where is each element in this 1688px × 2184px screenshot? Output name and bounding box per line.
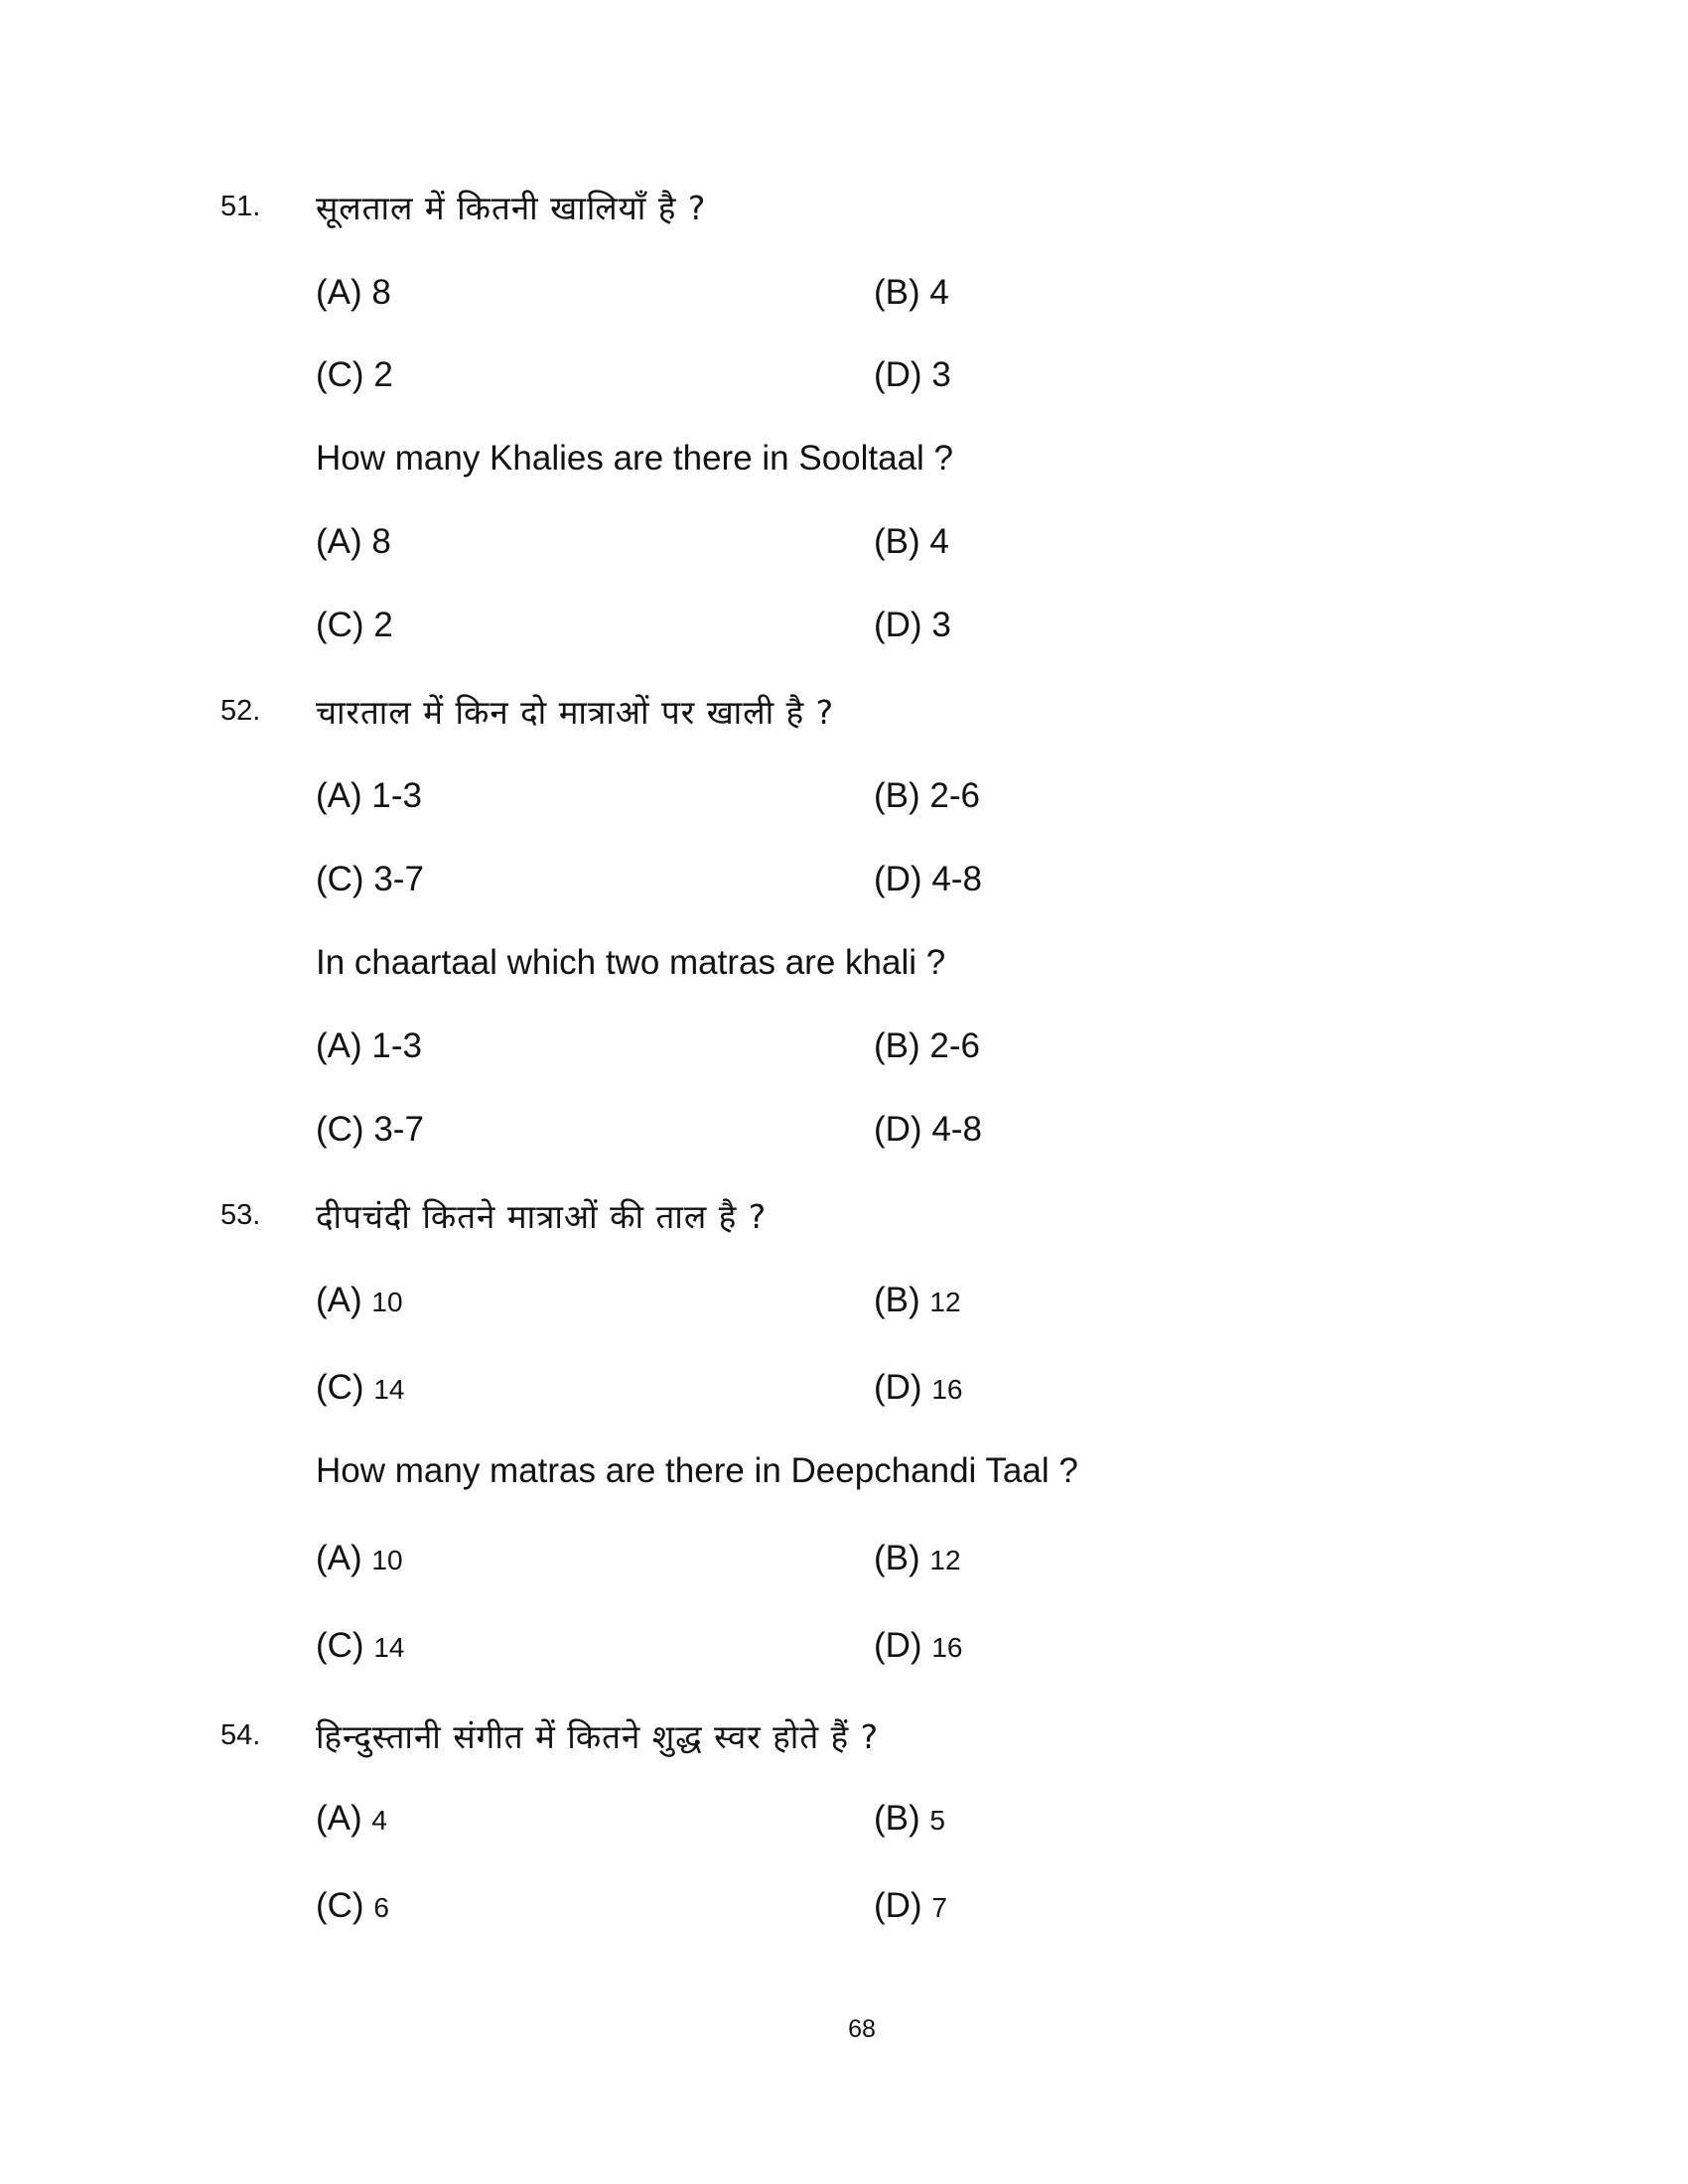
option-d: (D) 16 xyxy=(874,1368,963,1407)
question-text-hindi: सूलताल में कितनी खालियाँ है ? xyxy=(316,189,707,227)
option-a: (A) 10 xyxy=(316,1539,403,1577)
option-c: (C) 3-7 xyxy=(316,1110,424,1149)
option-c: (C) 14 xyxy=(316,1626,405,1665)
option-a: (A) 8 xyxy=(316,273,391,312)
question-text-hindi: चारताल में किन दो मात्राओं पर खाली है ? xyxy=(316,693,835,732)
question-number: 51. xyxy=(220,191,261,222)
question-text-hindi: दीपचंदी कितने मात्राओं की ताल है ? xyxy=(316,1197,768,1236)
option-c: (C) 2 xyxy=(316,355,393,394)
option-b: (B) 12 xyxy=(874,1539,961,1577)
option-d: (D) 3 xyxy=(874,355,951,394)
question-text-english: In chaartaal which two matras are khali ? xyxy=(316,943,946,982)
option-b: (B) 12 xyxy=(874,1281,961,1319)
option-c: (C) 6 xyxy=(316,1886,389,1925)
option-a: (A) 10 xyxy=(316,1281,403,1319)
option-d: (D) 7 xyxy=(874,1886,947,1925)
question-text-hindi: हिन्दुस्तानी संगीत में कितने शुद्ध स्वर होते हैं ? xyxy=(316,1717,880,1756)
option-b: (B) 5 xyxy=(874,1799,945,1838)
option-d: (D) 16 xyxy=(874,1626,963,1665)
option-b: (B) 4 xyxy=(874,522,949,561)
option-a: (A) 1-3 xyxy=(316,1026,422,1065)
question-text-english: How many Khalies are there in Sooltaal ? xyxy=(316,439,954,478)
question-number: 52. xyxy=(220,695,261,727)
option-c: (C) 14 xyxy=(316,1368,405,1407)
option-b: (B) 2-6 xyxy=(874,1026,980,1065)
question-text-english: How many matras are there in Deepchandi Taal ? xyxy=(316,1451,1078,1490)
option-a: (A) 8 xyxy=(316,522,391,561)
option-c: (C) 2 xyxy=(316,606,393,644)
question-number: 53. xyxy=(220,1199,261,1231)
option-d: (D) 3 xyxy=(874,606,951,644)
option-d: (D) 4-8 xyxy=(874,860,982,898)
option-a: (A) 1-3 xyxy=(316,776,422,815)
option-b: (B) 4 xyxy=(874,273,949,312)
option-c: (C) 3-7 xyxy=(316,860,424,898)
question-number: 54. xyxy=(220,1719,261,1751)
option-b: (B) 2-6 xyxy=(874,776,980,815)
option-a: (A) 4 xyxy=(316,1799,387,1838)
page-number: 68 xyxy=(848,2015,876,2043)
option-d: (D) 4-8 xyxy=(874,1110,982,1149)
